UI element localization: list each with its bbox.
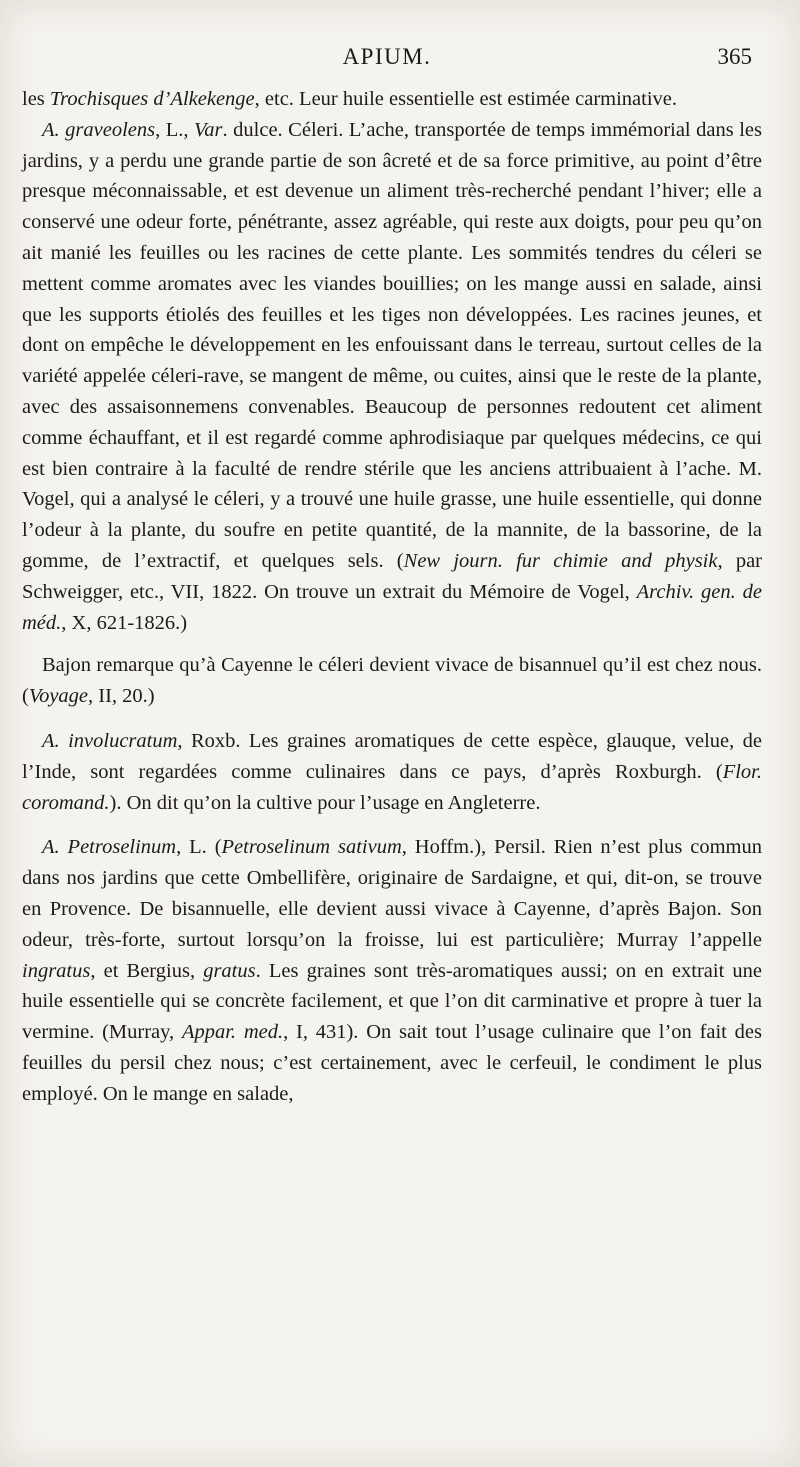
text-run: , Hoffm.), Persil. Rien n’est plus commun dans nos jardins que cette Ombellifère, originaire de Sardaigne, et qui, dit-on, se trouve en Provence. De bisannuelle, elle devient aussi vivace à Cayenne, d’après Bajon. Son odeur, très-forte, surtout lorsqu’on la froisse, lui est particulière; Murray l’appelle [22, 836, 762, 951]
text-run: , L., [155, 118, 195, 141]
italic-term: Flor. coromand. [22, 760, 762, 814]
paragraph-apium-graveolens [22, 115, 762, 639]
text-run: , X, 621-1826.) [61, 611, 188, 634]
paragraph-apium-involucratum [22, 726, 762, 818]
italic-term: Voyage [28, 685, 89, 708]
italic-term: A. Petroselinum [42, 836, 177, 859]
text-run: , II, 20.) [88, 685, 155, 708]
italic-term: Var [194, 118, 223, 141]
italic-term: New journ. fur chimie and physik [403, 549, 718, 572]
text-run: , Roxb. Les graines aromatiques de cette espèce, glauque, velue, de l’Inde, sont regardées comme culinaires dans ce pays, d’après Roxburgh. ( [22, 729, 763, 783]
running-title: APIUM. [342, 44, 432, 69]
italic-term: Petroselinum sativum [221, 836, 402, 859]
text-run: . dulce. Céleri. L’ache, transportée de temps immémorial dans les jardins, y a perdu une grande partie de son âcreté et de sa force primitive, au point d’être presque méconnaissable, et est devenue un aliment très-recherché pendant l’hiver; elle a conservé une odeur forte, pénétrante, assez agréable, qui reste aux doigts, pour peu qu’on ait manié les feuilles ou les racines de cette plante. Les sommités tendres du céleri se mettent comme aromates avec les viandes bouillies; on les mange aussi en salade, ainsi que les supports étiolés des feuilles et les tiges non développées. Les racines jeunes, et dont on empêche le développement en les enfouissant dans le terreau, surtout celles de la variété appelée céleri-rave, se mangent de même, ou cuites, ainsi que le reste de la plante, avec des assaisonnemens convenables. Beaucoup de personnes redoutent cet aliment comme échauffant, et il est regardé comme aphrodisiaque par quelques médecins, ce qui est bien contraire à la faculté de rendre stérile que les anciens attribuaient à l’ache. M. Vogel, qui a analysé le céleri, y a trouvé une huile grasse, une huile essentielle, qui donne l’odeur à la plante, du soufre en petite quantité, de la mannite, de la bassorine, de la gomme, de l’extractif, et quelques sels. ( [22, 118, 762, 572]
paragraph-apium-petroselinum [22, 832, 762, 1109]
italic-term: Appar. med. [181, 1021, 284, 1044]
paragraph-continuation [22, 84, 762, 115]
paragraph-bajon-remark [22, 650, 762, 712]
body-text [22, 84, 762, 1110]
text-run: Bajon remarque qu’à Cayenne le céleri devient vivace de bisannuel qu’il est chez nous. ( [22, 654, 762, 708]
page-header [22, 44, 752, 80]
italic-term: gratus [203, 959, 256, 982]
italic-term: A. involucratum [42, 729, 178, 752]
text-run: ). On dit qu’on la cultive pour l’usage en Angleterre. [109, 791, 541, 814]
italic-term: ingratus [22, 959, 91, 982]
text-run: les [22, 88, 50, 110]
text-run: , et Bergius, [90, 959, 204, 982]
page-number: 365 [717, 44, 752, 69]
italic-term: Trochisques d’Alkekenge [49, 88, 255, 110]
italic-term: A. graveolens [42, 118, 156, 141]
text-run: . Les graines sont très-aromatiques aussi; on en extrait une huile essentielle qui se concrète facilement, et que l’on dit carminative et propre à tuer la vermine. (Murray, [22, 959, 762, 1044]
text-run: , L. ( [176, 836, 222, 859]
italic-term: Archiv. gen. de méd. [22, 580, 762, 634]
text-run: , par Schweigger, etc., VII, 1822. On trouve un extrait du Mémoire de Vogel, [22, 549, 762, 603]
text-run: , I, 431). On sait tout l’usage culinaire que l’on fait des feuilles du persil chez nous; c’est certainement, avec le cerfeuil, le condiment le plus employé. On le mange en salade, [22, 1021, 762, 1105]
text-run: , etc. Leur huile essentielle est estimée carminative. [254, 88, 678, 110]
